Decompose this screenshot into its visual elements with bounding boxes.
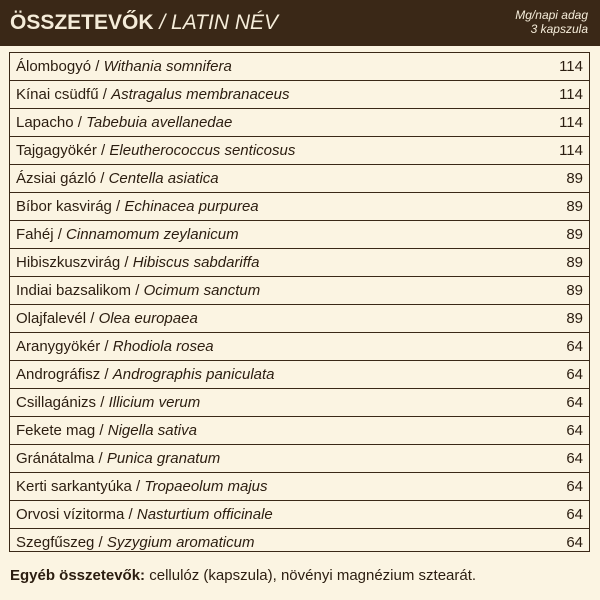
latin-name: Nigella sativa <box>107 422 197 439</box>
table-row <box>10 445 589 473</box>
dose-value: 114 <box>559 86 583 103</box>
latin-name: Rhodiola rosea <box>112 338 214 355</box>
dose-header <box>515 8 588 36</box>
ingredient-name: Ázsiai gázló / Centella asiatica <box>16 170 219 187</box>
common-name: Gránátalma <box>16 450 95 467</box>
common-name: Aranygyökér <box>16 338 101 355</box>
dose-unit-label: Mg/napi adag <box>515 8 588 22</box>
dose-value: 114 <box>559 114 583 131</box>
latin-name: Tropaeolum majus <box>144 478 268 495</box>
ingredient-name: Olajfalevél / Olea europaea <box>16 310 198 327</box>
dose-value: 64 <box>566 450 583 467</box>
dose-value: 64 <box>566 366 583 383</box>
table-row <box>10 137 589 165</box>
table-row <box>10 277 589 305</box>
dose-value: 89 <box>566 310 583 327</box>
ingredient-name: Fahéj / Cinnamomum zeylanicum <box>16 226 239 243</box>
dose-value: 64 <box>566 478 583 495</box>
table-row <box>10 473 589 501</box>
ingredient-name: Orvosi vízitorma / Nasturtium officinale <box>16 506 273 523</box>
dose-value: 89 <box>566 226 583 243</box>
common-name: Lapacho <box>16 114 74 131</box>
ingredient-name: Hibiszkuszvirág / Hibiscus sabdariffa <box>16 254 260 271</box>
table-row <box>10 249 589 277</box>
common-name: Ázsiai gázló <box>16 170 97 187</box>
common-name: Hibiszkuszvirág <box>16 254 121 271</box>
dose-value: 114 <box>559 58 583 75</box>
table-row <box>10 389 589 417</box>
latin-name: Ocimum sanctum <box>143 282 261 299</box>
ingredient-name: Bíbor kasvirág / Echinacea purpurea <box>16 198 259 215</box>
ingredient-name: Kínai csüdfű / Astragalus membranaceus <box>16 86 290 103</box>
table-row <box>10 501 589 529</box>
ingredient-name: Csillagánizs / Illicium verum <box>16 394 201 411</box>
table-row <box>10 305 589 333</box>
latin-name: Hibiscus sabdariffa <box>132 254 260 271</box>
table-row <box>10 165 589 193</box>
dose-value: 89 <box>566 170 583 187</box>
table-row <box>10 109 589 137</box>
common-name: Csillagánizs <box>16 394 97 411</box>
common-name: Kínai csüdfű <box>16 86 99 103</box>
latin-name: Centella asiatica <box>108 170 219 187</box>
ingredient-name: Indiai bazsalikom / Ocimum sanctum <box>16 282 261 299</box>
ingredient-name: Kerti sarkantyúka / Tropaeolum majus <box>16 478 268 495</box>
dose-value: 89 <box>566 198 583 215</box>
title-ingredients: ÖSSZETEVŐK <box>10 11 154 34</box>
latin-name: Olea europaea <box>98 310 198 327</box>
dose-value: 64 <box>566 534 583 551</box>
dose-value: 89 <box>566 254 583 271</box>
dose-value: 114 <box>559 142 583 159</box>
latin-name: Illicium verum <box>108 394 201 411</box>
header <box>0 0 600 46</box>
common-name: Andrográfisz <box>16 366 101 383</box>
ingredient-name: Álombogyó / Withania somnifera <box>16 58 232 75</box>
common-name: Tajgagyökér <box>16 142 97 159</box>
title-latin-name: / LATIN NÉV <box>159 11 279 34</box>
other-ingredients-text: cellulóz (kapszula), növényi magnézium sztearát. <box>149 567 477 584</box>
ingredient-name: Aranygyökér / Rhodiola rosea <box>16 338 214 355</box>
latin-name: Echinacea purpurea <box>124 198 259 215</box>
latin-name: Astragalus membranaceus <box>111 86 290 103</box>
latin-name: Withania somnifera <box>103 58 232 75</box>
common-name: Orvosi vízitorma <box>16 506 125 523</box>
dose-value: 64 <box>566 422 583 439</box>
dose-value: 64 <box>566 506 583 523</box>
latin-name: Nasturtium officinale <box>136 506 273 523</box>
common-name: Fekete mag <box>16 422 96 439</box>
common-name: Olajfalevél <box>16 310 87 327</box>
dose-value: 64 <box>566 338 583 355</box>
table-row <box>10 53 589 81</box>
latin-name: Andrographis paniculata <box>112 366 275 383</box>
other-ingredients-label: Egyéb összetevők: <box>10 567 146 584</box>
ingredient-name: Lapacho / Tabebuia avellanedae <box>16 114 233 131</box>
latin-name: Tabebuia avellanedae <box>86 114 233 131</box>
latin-name: Cinnamomum zeylanicum <box>66 226 239 243</box>
table-row <box>10 221 589 249</box>
page-title <box>10 10 278 36</box>
ingredients-table <box>9 52 590 552</box>
ingredient-name: Andrográfisz / Andrographis paniculata <box>16 366 275 383</box>
common-name: Szegfűszeg <box>16 534 95 551</box>
dose-value: 64 <box>566 394 583 411</box>
common-name: Álombogyó <box>16 58 92 75</box>
table-row <box>10 81 589 109</box>
common-name: Fahéj <box>16 226 54 243</box>
ingredient-name: Gránátalma / Punica granatum <box>16 450 221 467</box>
dose-value: 89 <box>566 282 583 299</box>
latin-name: Punica granatum <box>106 450 221 467</box>
common-name: Kerti sarkantyúka <box>16 478 132 495</box>
table-row <box>10 193 589 221</box>
latin-name: Eleutherococcus senticosus <box>109 142 296 159</box>
dose-capsule-label: 3 kapszula <box>530 22 588 36</box>
table-row <box>10 529 589 557</box>
ingredients-panel <box>0 46 600 600</box>
table-row <box>10 333 589 361</box>
latin-name: Syzygium aromaticum <box>106 534 255 551</box>
table-row <box>10 417 589 445</box>
ingredient-name: Fekete mag / Nigella sativa <box>16 422 197 439</box>
other-ingredients <box>10 566 590 586</box>
table-row <box>10 361 589 389</box>
ingredient-name: Tajgagyökér / Eleutherococcus senticosus <box>16 142 296 159</box>
common-name: Indiai bazsalikom <box>16 282 132 299</box>
common-name: Bíbor kasvirág <box>16 198 112 215</box>
ingredient-name: Szegfűszeg / Syzygium aromaticum <box>16 534 255 551</box>
